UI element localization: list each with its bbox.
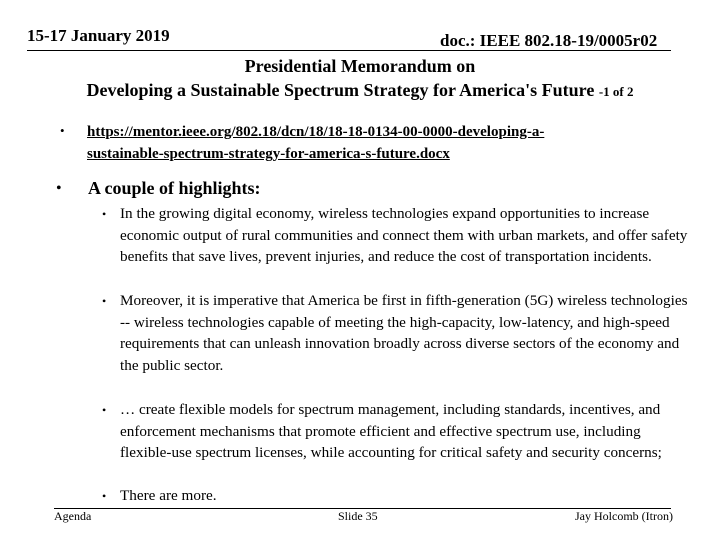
footer-slide-number: Slide 35 xyxy=(338,509,378,523)
sub-bullet-dot: • xyxy=(102,403,107,417)
slide-title xyxy=(0,54,720,104)
title-suffix: -1 of 2 xyxy=(598,84,634,99)
header-doc-id: doc.: IEEE 802.18-19/0005r02 xyxy=(440,31,658,50)
document-link[interactable] xyxy=(87,121,687,165)
sub-bullet-dot: • xyxy=(102,207,107,221)
sub-bullet-dot: • xyxy=(102,489,107,503)
link-line-1[interactable]: https://mentor.ieee.org/802.18/dcn/18/18-18-0134-00-0000-developing-a- xyxy=(87,124,545,140)
footer-author: Jay Holcomb (Itron) xyxy=(575,509,673,523)
highlight-item: There are more. xyxy=(120,487,217,504)
header-divider xyxy=(27,50,671,51)
header-date: 15-17 January 2019 xyxy=(27,26,170,45)
highlight-item: In the growing digital economy, wireless technologies expand opportunities to increase economic output of rural communities and connect them with urban markets, and offer safety benefits that save lives, prevent injuries, and reduce the cost of transportation incidents. xyxy=(120,205,688,266)
title-line-1: Presidential Memorandum on xyxy=(244,56,476,76)
highlight-item: Moreover, it is imperative that America be first in fifth-generation (5G) wireless technologies -- wireless technologies capable of meeting the high-capacity, low-latency, and high-speed requirements that can unleash innovation broadly across diverse sectors of the economy and the public sector. xyxy=(120,292,688,374)
footer-left: Agenda xyxy=(54,509,92,523)
sub-bullet-dot: • xyxy=(102,294,107,308)
highlights-heading: A couple of highlights: xyxy=(88,178,261,198)
highlight-item: … create flexible models for spectrum management, including standards, incentives, and enforcement mechanisms that promote efficient and effective spectrum use, including flexible-use spectrum licenses, while accounting for critical safety and security concerns; xyxy=(120,401,662,462)
bullet-dot: • xyxy=(56,180,62,197)
title-line-2 xyxy=(0,78,720,104)
bullet-dot: • xyxy=(60,123,65,138)
title-line-2-text: Developing a Sustainable Spectrum Strategy for America's Future xyxy=(86,80,595,100)
link-line-2[interactable]: sustainable-spectrum-strategy-for-america-s-future.docx xyxy=(87,146,450,162)
